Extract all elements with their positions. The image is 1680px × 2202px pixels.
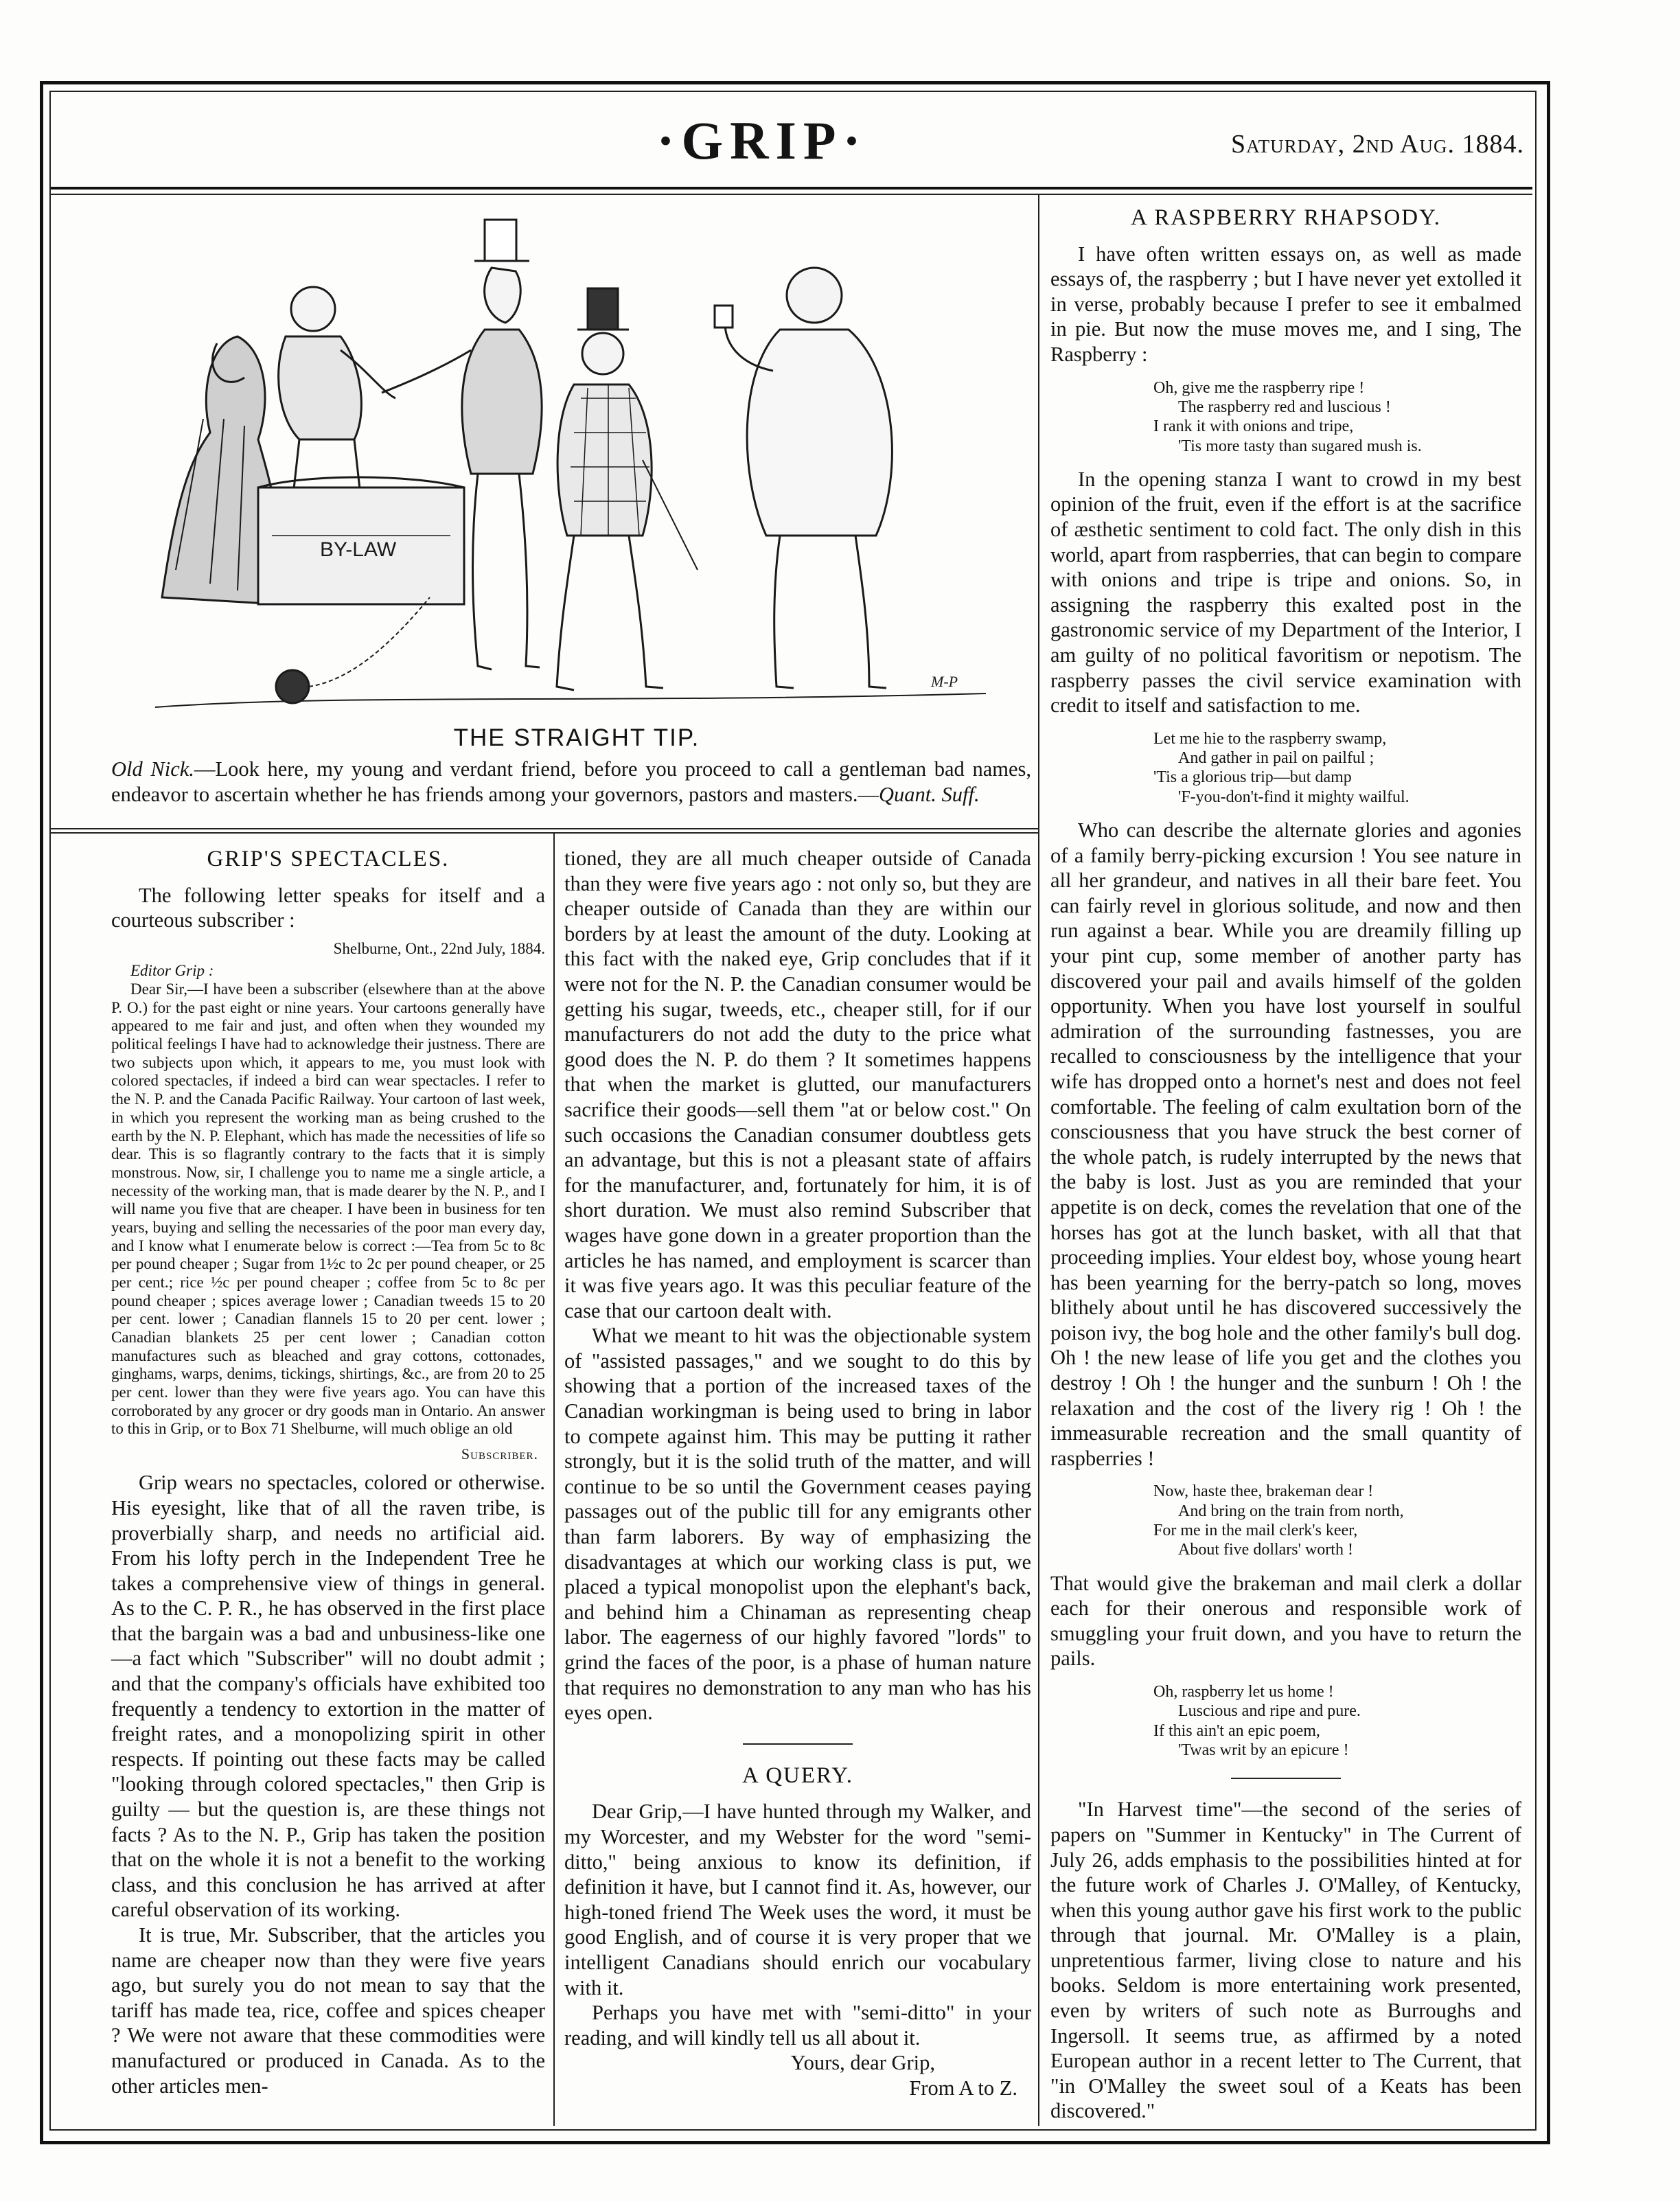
cartoon-bottom-rule-2: [51, 832, 1038, 834]
verse-line: Oh, give me the raspberry ripe !: [1153, 378, 1365, 397]
query-closing: Yours, dear Grip,: [790, 2051, 935, 2075]
section-divider: [743, 1743, 853, 1745]
spectacles-para-1: Grip wears no spectacles, colored or otherwise. His eyesight, like that of all the raven tribe, is proverbially sharp, and needs no artificial aid. From his lofty perch in the Independent Tree he takes a comprehensive view of things in general. As to the C. P. R., he has observed in the first place that the bargain was a bad and unbusiness-like one—a fact which "Subscriber" will no doubt admit ; and that the company's officials have exhibited too frequently a tendency to extortion in the matter of freight rates, and a monopolizing spirit in other respects. If pointing out these facts may be called "looking through colored spectacles," then Grip is guilty — but the question is, are these things not facts ? As to the N. P., Grip has taken the position that on the whole it is not a benefit to the working class, and this conclusion he has arrived at after careful observation of its working.: [111, 1471, 545, 1922]
query-body-2: Perhaps you have met with "semi-ditto" in your reading, and will kindly tell us all about it.: [564, 2001, 1031, 2050]
cartoon-signature: M-P: [931, 673, 958, 690]
verse-line: 'Tis more tasty than sugared mush is.: [1178, 437, 1422, 455]
cartoon-caption: [111, 757, 1031, 807]
cartoon-illustration: [135, 213, 1000, 721]
column-left: [111, 846, 545, 2098]
masthead-title: ·GRIP·: [656, 111, 868, 170]
masthead-rule-thin: [51, 194, 1532, 195]
verse-line: For me in the mail clerk's keer,: [1153, 1522, 1358, 1540]
verse-line: The raspberry red and luscious !: [1178, 398, 1391, 416]
letter-salutation: Editor Grip :: [130, 962, 214, 980]
verse-line: Now, haste thee, brakeman dear !: [1153, 1482, 1374, 1501]
column-middle: [564, 846, 1031, 2101]
raspberry-verse-1: [1153, 378, 1521, 456]
raspberry-para-4: That would give the brakeman and mail clerk a dollar each for their onerous and responsible work of smuggling your fruit down, and you have to return the pails.: [1050, 1571, 1521, 1671]
verse-line: 'Twas writ by an epicure !: [1178, 1741, 1349, 1759]
caption-text: —Look here, my young and verdant friend, before you proceed to call a gentleman bad names, endeavor to ascertain whether he has friends among your governors, pastors and masters.—: [111, 757, 1031, 807]
verse-line: Luscious and ripe and pure.: [1178, 1702, 1361, 1721]
raspberry-para-1: I have often written essays on, as well as made essays of, the raspberry ; but I have never yet extolled it in verse, probably because I prefer to see it embalmed in pie. But now the muse moves me, and I sing, The Raspberry :: [1050, 242, 1521, 366]
raspberry-para-2: In the opening stanza I want to crowd in my best opinion of the fruit, even if the effort is at the sacrifice of æsthetic sentiment to cold fact. The only dish in this world, apart from raspberries, that can begin to compare with onions and tripe is tripe and onions. So, in assigning the raspberry this exalted post in the gastronomic service of my Department of the Interior, I am guilty of no political favoritism or nepotism. The raspberry passes the civil service examination with credit to itself and satisfaction to me.: [1050, 467, 1521, 718]
query-from: From A to Z.: [909, 2076, 1017, 2100]
letter-signoff: Subscriber.: [461, 1445, 538, 1463]
column-divider-right: [1038, 195, 1039, 2126]
verse-line: If this ain't an epic poem,: [1153, 1721, 1320, 1740]
cartoon-title: THE STRAIGHT TIP.: [453, 724, 700, 751]
subscriber-letter: Dear Sir,—I have been a subscriber (elsewhere than at the above P. O.) for the past eight or nine years. Your cartoons generally have appeared to me fair and just, and often when they wounded my political feelings I have had to acknowledge their justness. There are two subjects upon which, it appears to me, you must look with colored spectacles, if indeed a bird can wear spectacles. I refer to the N. P. and the Canada Pacific Railway. Your cartoon of last week, in which you represent the working man as being crushed to the earth by the N. P. Elephant, which has made the necessities of life so dear. This is so flagrantly contrary to the facts that it is simply monstrous. Now, sir, I challenge you to name me a single article, a necessity of the working man, that is made dearer by the N. P., and I will name you five that are cheaper. I have been in business for ten years, buying and selling the necessaries of the poor man every day, and I know what I enumerate below is correct :—Tea from 5c to 8c per pound cheaper ; Sugar from 1½c to 2c per pound cheaper, or 25 per cent.; rice ½c per pound cheaper ; coffee from 5c to 8c per pound cheaper ; spices average lower ; Canadian tweeds 15 to 20 per cent. lower ; Canadian flannels 15 to 20 per cent. lower ; Canadian blankets 25 per cent lower ; Canadian cotton manufactures such as bleached and gray cottons, cottonades, ginghams, warps, denims, tickings, shirtings, &c., are from 20 to 25 per cent. lower than they were five years ago. You can have this corroborated by any grocer or dry goods man in Ontario. An answer to this in Grip, or to Box 71 Shelburne, will much oblige an old: [111, 980, 545, 1438]
raspberry-verse-3: [1153, 1482, 1521, 1559]
verse-line: And bring on the train from north,: [1178, 1502, 1404, 1520]
spectacles-para-3: tioned, they are all much cheaper outside of Canada than they were five years ago : not only so, but they are cheaper outside of Canada than they are within our borders by at least the amount of the duty. Looking at this fact with the naked eye, Grip concludes that if it were not for the N. P. the Canadian consumer would be getting his sugar, tweeds, etc., cheaper still, for if our manufacturers do not add the duty to the price what good does the N. P. do them ? It sometimes happens that when the market is glutted, our manufacturers sacrifice their goods—sell them "at or below cost." On such occasions the Canadian consumer doubtless gets an advantage, but this is not a pleasant state of affairs for the manufacturer, and, fortunately for him, it is of short duration. We must also remind Subscriber that wages have gone down in a greater proportion than the articles he has named, and employment is scarcer than it was five years ago. It was this peculiar feature of the case that our cartoon dealt with.: [564, 847, 1031, 1322]
raspberry-para-3: Who can describe the alternate glories and agonies of a family berry-picking excursion ! You see nature in all her grandeur, and natives in all their bare feet. You can fairly revel in glorious solitude, and now and then run against a bear. While you are dreamily filling up your pint cup, some member of another party has discovered your pail and avails himself of the golden opportunity. When you have lost yourself in soulful admiration of the surrounding fastnesses, you are recalled to consciousness by the intelligence that your wife has dropped onto a hornet's nest and does not feel comfortable. The feeling of calm exultation born of the consciousness that you have struck the best corner of the whole patch, is rudely interrupted by the news that the baby is lost. Just as you are reminded that your appetite is on deck, comes the revelation that one of the horses has got at the lunch basket, with all that that proceeding implies. Your eldest boy, whose young heart has been yearning for the berry-patch so long, moves blithely about until he has discovered successively the poison ivy, the bog hole and the other family's bull dog. Oh ! the new lease of life you get and the clothes you destroy ! Oh ! the hunger and the sunburn ! Oh ! the relaxation and the cost of the livery rig ! Oh ! the immeasurable recreation and the small quantity of raspberries !: [1050, 818, 1521, 1470]
raspberry-heading: A RASPBERRY RHAPSODY.: [1131, 205, 1441, 230]
column-divider-middle: [553, 832, 555, 2126]
verse-line: I rank it with onions and tripe,: [1153, 417, 1354, 436]
verse-line: Let me hie to the raspberry swamp,: [1153, 729, 1387, 748]
cartoon-bottom-rule: [51, 828, 1038, 829]
cartoon-label: BY-LAW: [320, 538, 397, 561]
spectacles-para-2: It is true, Mr. Subscriber, that the articles you name are cheaper now than they were five years ago, but surely you do not mean to say that the tariff has made tea, rice, coffee and spices cheaper ? We were not aware that these commodities were manufactured or produced in Canada. As to the other articles men-: [111, 1923, 545, 2098]
verse-line: 'Tis a glorious trip—but damp: [1153, 768, 1352, 787]
verse-line: About five dollars' worth !: [1178, 1541, 1353, 1559]
column-right: [1050, 205, 1521, 2124]
section-divider: [1231, 1778, 1341, 1779]
cartoon-drawing: [135, 213, 1000, 721]
verse-line: Oh, raspberry let us home !: [1153, 1683, 1334, 1701]
query-body: Dear Grip,—I have hunted through my Walker, and my Worcester, and my Webster for the word "semi-ditto," being anxious to know its definition, if definition it have, but I cannot find it. As, however, our high-toned friend The Week uses the word, it must be good English, and of course it is very proper that we intelligent Canadians should enrich our vocabulary with it.: [564, 1800, 1031, 1999]
spectacles-intro: The following letter speaks for itself and a courteous subscriber :: [111, 883, 545, 932]
verse-line: And gather in pail on pailful ;: [1178, 749, 1374, 768]
harvest-paragraph: "In Harvest time"—the second of the series of papers on "Summer in Kentucky" in The Current of July 26, adds emphasis to the possibilities hinted at for the future work of Charles J. O'Malley, of Kentucky, when this young author gave his first work to the public through that journal. Mr. O'Malley is a plain, unpretentious farmer, living close to nature and his books. Seldom is more entertaining work presented, even by writers of such note as Burroughs and Ingersoll. It seems true, as affirmed by a noted European author in a recent letter to The Current, that "in O'Malley the sweet soul of a Keats has been discovered.": [1050, 1798, 1521, 2123]
raspberry-verse-4: [1153, 1682, 1521, 1760]
spectacles-heading: GRIP'S SPECTACLES.: [207, 847, 450, 871]
masthead-rule: [51, 187, 1532, 190]
query-heading: A QUERY.: [741, 1763, 854, 1788]
letter-place-date: Shelburne, Ont., 22nd July, 1884.: [333, 939, 545, 957]
caption-end: Quant. Suff.: [879, 783, 980, 807]
verse-line: 'F-you-don't-find it mighty wailful.: [1178, 788, 1409, 806]
spectacles-para-4: What we meant to hit was the objectionable system of "assisted passages," and we sought to do this by showing that a portion of the increased taxes of the Canadian workingman is being used to bring in labor to compete against him. This may be putting it rather strongly, but it is the solid truth of the matter, and will continue to be so until the Government ceases paying passages out of the public till for any emigrants other than farm laborers. By way of emphasizing the disadvantages at which our working class is put, we placed a typical monopolist upon the elephant's back, and behind him a Chinaman as representing cheap labor. The eagerness of our highly favored "lords" to grind the faces of the poor, is a phase of human nature that requires no demonstration to any man who has his eyes open.: [564, 1324, 1031, 1725]
dateline: Saturday, 2nd Aug. 1884.: [1231, 130, 1524, 159]
raspberry-verse-2: [1153, 729, 1521, 807]
caption-speaker: Old Nick.: [111, 757, 194, 781]
